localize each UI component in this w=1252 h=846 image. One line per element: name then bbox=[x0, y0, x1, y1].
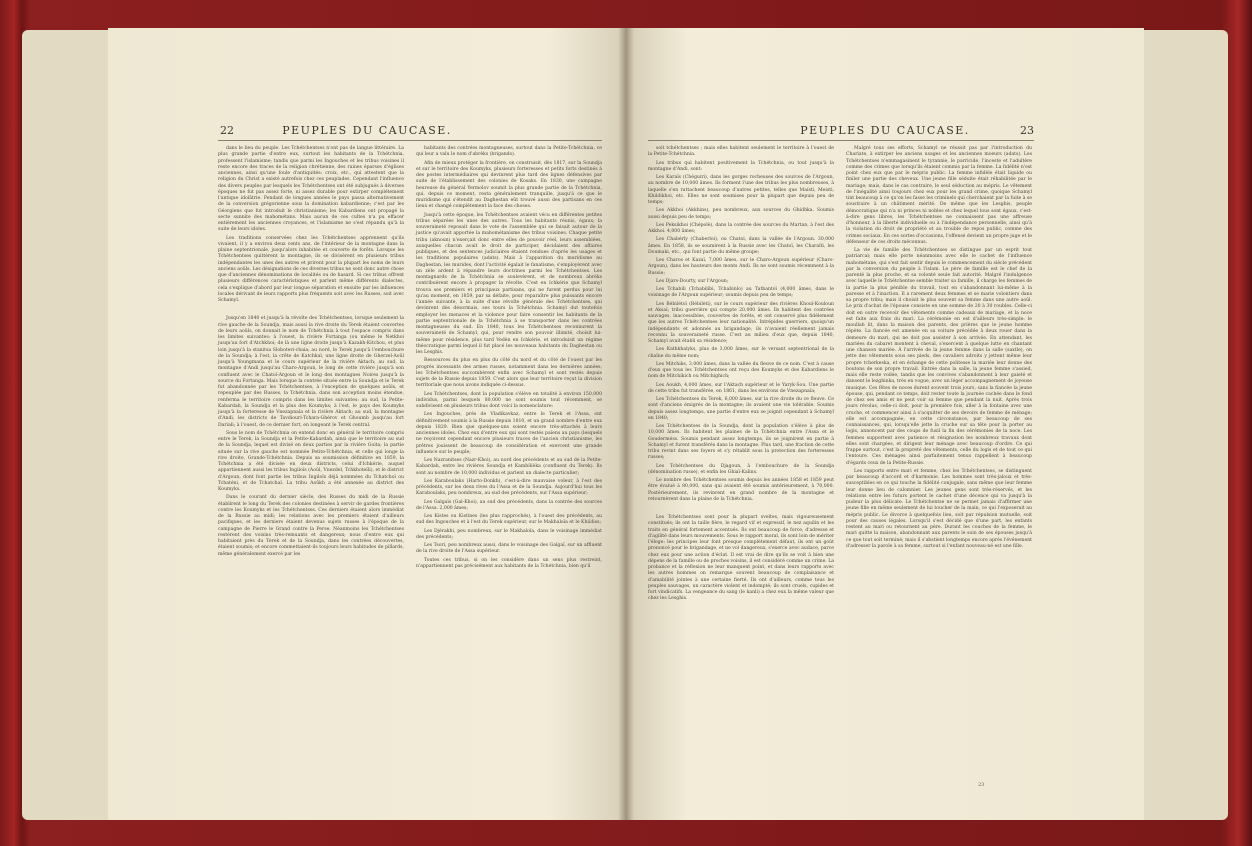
paragraph: Les Nazranitses (Nazr-Khoi), au nord des précédents et au sud de la Petite-Kabardah, entre les rivières Soundja et Kambilièka (confluent du Terek). Ils sont au nombre de 10,000 individus et parlent un dialecte particulier; bbox=[416, 458, 602, 476]
paragraph: Les Akkhoi (Akkhins), peu nombreux, aux sources du Ghidhka. Soumis aussi depuis peu de temps; bbox=[648, 208, 834, 220]
paragraph: dans le lieu du peuple. Les Tchétchentses n'ont pas de langue littéraire. La plus grande partie d'entre eux, surtout les habitants de la Tchétchnia, professent l'islamisme; tandis que parmi les Ingouches et les tribus voisines il reste encore des traces de la religion chrétienne, des ruines éparses d'églises anciennes, ainsi qu'une foule d'antiquités: croix, etc., qui attestent que la religion du Christ a existé autrefois chez ces peuplades. Cependant l'influence des divers peuples par lesquels les Tchétchentses ont été subjugués à diverses époques ne fut pas assez forte, ni assez durable pour extirper complétement l'antique idolâtrie. Pendant de longues années le pays passa alternativement de la conversion grégorienne sous la domination kabardienne; c'est par les Géorgiens que fut introduit le christianisme; les Kabardiens ont propagé la secte sunnite des mahométans. Mais aucun de ces cultes n'a pu effacer entièrement les anciennes croyances, et l'islamisme ne s'est répandu qu'à la suite de leurs idoles. bbox=[218, 146, 404, 233]
paragraph: Les Tchétchentses du Terek, 6,000 âmes, sur la rive droite du ce fleuve. Ce sont d'anciens émigrés de la montagne; ils avaient une vie tolérable. Soumis depuis assez longtemps, une partie d'entre eux se joignit cependant à Schamyl en 1840; bbox=[648, 397, 834, 421]
paragraph: Ressources du plus en plus du côté du nord et du côté de l'ouest par les progrès incessants des armes russes, notamment dans les dernières années, les Tchétchentses succombèrent enfin avec Schamyl et sont restés depuis sujets de la Russie depuis 1859. C'est alors que leur territoire reçut la division territoriale que nous avons indiquée ci-dessus. bbox=[416, 358, 602, 389]
right-page-number: 23 bbox=[1020, 124, 1034, 137]
paragraph: Les Aoukh, 4,000 âmes, sur l'Aktach supérieur et le Yaryk-Sou. Une partie de cette tribu fut transférée, en 1861, dans les environs de Vnezapnaïa; bbox=[648, 382, 834, 394]
right-page-edges bbox=[1140, 30, 1228, 820]
left-header-rule bbox=[218, 140, 602, 141]
paragraph: Les Bébilétoï (Bébilèti), sur le cours supérieur des rivières Khoul-Kouloun et Aksaï; tribu guerrière qui compte 20,000 âmes. Ils habitent des contrées sauvages, inaccessibles, couvertes de forêts, et ont conservé plus fidèlement que les autres Tchétchentses leur nationalité. Intrépides guerriers, quoiqu'un indépendants et adonnés au brigandage, ils n'avaient réellement jamais reconnu la souveraineté russe. C'est au milieu d'eux que, depuis 1840, Schamyl avait établi sa résidence; bbox=[648, 301, 834, 344]
paragraph: Afin de mieux protéger la frontière, on construisit, dès 1817, sur la Soundja et sur le territoire des Koumyks, plusieurs forteresses et petits forts destinés à des postes intermédiaires qui devinrent plus tard des lignes défensives par suite de l'établissement des colonies de Kosaks. En 1830, une campagne heureuse du général Yermolov soumit la plus grande partie de la Tchétchnia, qui, depuis ce moment, resta généralement tranquille, jusqu'à ce que le muridisme qui s'étendit au Daghestan eût trouvé aussi des partisans en ces lieux et changé complètement la face des choses. bbox=[416, 160, 602, 210]
footer-signature-mark: 23 bbox=[978, 782, 985, 788]
paragraph: Les Djérakhi, peu nombreux, sur le Makhaloïa, dans le voisinage immédiat des précédents; bbox=[416, 528, 602, 540]
paragraph: Les Chabérly (Chaberloi), ou Chatoi, dans la vallée de l'Argoun. 30,000 âmes. En 1858, ils se soumirent à la Russie avec les Chatoï, les Charaïti, les Doumaki, etc., qui font partie du même groupe; bbox=[648, 237, 834, 255]
paragraph: Les Tchabili (Tchabilibi, Tchabinlo) au Tatbantoï (4,000 âmes, dans le voisinage de l'Argoun supérieur; soumis depuis peu de temps; bbox=[648, 287, 834, 299]
right-header-rule bbox=[648, 140, 1034, 141]
left-page-edges bbox=[22, 30, 112, 820]
paragraph: Les Charos et Kazaï, 7,000 âmes, sur le Charo-Argoun supérieur (Charo-Argoun), dans les hauteurs des monts Andi. Ils ne sont soumis récemment à la Russie; bbox=[648, 258, 834, 276]
left-running-title: PEUPLES DU CAUCASE. bbox=[282, 124, 452, 137]
book-gutter bbox=[618, 28, 634, 820]
paragraph: habitants des contrées montagneuses, surtout dans la Petite-Tchétchnia, ce qui leur a valu le nom d'abrèks (brigands). bbox=[416, 146, 602, 158]
paragraph: La vie de famille des Tchétchentses se distingue par un esprit tout patriarcal; mais elle porte néanmoins avec elle le cachet de l'influence mahométane, qui s'est fait sentir depuis le commencement du siècle précédent par la conversion du peuple à l'islam. Le père de famille est le chef de la parenté la plus proche, et sa volonté seule fait autorité. Malgré l'indulgence avec laquelle le Tchétchentse semble traiter sa famille, il charge les femmes de la partie la plus pénible du travail, tout en s'abandonnant lui-même à la paresse et à l'inaction. Il a rarement deux femmes et se marie volontiers dans sa propre tribu; mais il choisit le plus souvent sa femme dans une autre aoûl. Le prix d'achat de l'épouse consiste en une somme de 20 à 30 roubles. Celle-ci doit en outre recevoir des vêtements comme cadeaux de mariage, et la noce est faite aux frais du mari. La cérémonie en est d'ailleurs très-simple: le moullah lit, dans la maison des parents, des prières que le jeune homme répète. La fiancée est amenée en sa voiture précédée à deux rouer dans la demeure du mari, qui ne doit pas assister à son arrivée. En attendant, les mariées du cabaret montent à cheval, s'exercent à quelque lutte en chantant une chanson mariée. À l'arrivée de la jeune femme dans la salle (saxtle), on jette des vêtements sous ses pieds, des cavaliers adroits y jettent même leur propre tcherkeska, et en échange de cette politesse la mariée leur donne des boutons de son propre travail. Entrée dans la salle, la jeune femme s'assied, mais elle reste voilée, tandis que les convives s'abandonnent à leur gaieté et dansent le lezghinka, très en vogue, avec un léger accompagnement de joyeuse musique. Ces fêtes de noces durent souvent trois jours, sans la fiancée la jeune épouse, qui, pendant ce temps, doit rester toute la journée cachée dans le fond de chez ses amis et ne peut voir sa femme que pendant la nuit. Après trois jours révolus, celle-ci doit, pour la première fois, aller à la fontaine avec une cruche, et commencer ainsi à s'acquitter de ses devoirs de femme de ménage; elle est accompagnée, en cette circonstance, par beaucoup de ses connaissances, qui, lorsqu'elle jette la cruche sur sa tête pour la porter au logis, annoncent par des coups de fusil la fin des cérémonies de la noce. Les femmes supportent avec patience et résignation les nombreux travaux dont elles sont chargées, et dirigent leur ménage avec beaucoup d'ordre. Ce qui frappe surtout, c'est la propreté des vêtements, celle du logis et de tout ce qui l'entoure. Ces ménages ainsi parfaitement tenus rappellent à beaucoup d'égards ceux de la Petite-Russie. bbox=[846, 248, 1032, 466]
paragraph: Les Mitchiks, 3,000 âmes, dans la vallée du fleuve de ce nom. C'est à cause d'eux que tous les Tchétchentses ont reçu des Koumyks et des Kabardiens le nom de Mitchikich ou Mitchighich; bbox=[648, 361, 834, 380]
paragraph: Les Kathkhalyks, plus de 3,000 âmes, sur le versant septentrional de la chaîne du même nom; bbox=[648, 347, 834, 359]
paragraph: Les Kistes ou Kistines (les plus rapprochés), à l'ouest des précédents, au sud des Ingouches et à l'est du Terek supérieur, sur le Makhaloïa et le Khiïdiss; bbox=[416, 514, 602, 526]
paragraph: Sous le nom de Tchétchnia on entend donc en général le territoire compris entre le Terek, la Soundja et la Petite-Kabardah, ainsi que le territoire au sud de la Soundja, lequel est divisé en deux parties par la rivière Goita; la partie située sur la rive gauche est nommée Petite-Tchétchnia, et celle qui longe la rive droite, Grande-Tchétchnia. Depuis sa soumission définitive en 1859, la Tchétchnia a été divisée en deux districts, celui d'Ichkérie, auquel appartiennent aussi les tribus Ingiloïs (Aoûl, Vnezdel, Tchkhoteïli), et le district d'Argoun, dont font partie les tribus Ingiloïs déjà nommées du Tchatchoï ou Tchaténi, et de Tchatchal. La tribu Aoûkh a été annexée au district des Koumyks. bbox=[218, 430, 404, 492]
right-page bbox=[626, 28, 1144, 820]
paragraph: Les Tsori, peu nombreux aussi, dans le voisinage des Galgaï, sur un affluent de la rive droite de l'Assa supérieur. bbox=[416, 543, 602, 555]
paragraph: Toutes ces tribus, si on les considère dans un sens plus restreint, n'appartiennent pas précisément aux habitants de la Tchétchnia, bien qu'il bbox=[416, 557, 602, 569]
paragraph: Le nombre des Tchétchentses soumis depuis les années 1858 et 1859 peut être évalué à 80,000, sans qui avaient été soumis antérieurement, à 70,000. Postérieurement, ils revinrent en grand nombre de la montagne et retournèrent dans la plaine de la Tchétchnia. bbox=[648, 478, 834, 502]
paragraph: Dans le courant du dernier siècle, des Russes du midi de la Russie établirent le long du Terek des colonies destinées à servir de gardes frontières contre les Koumyks et les Tchétchentses. Ces derniers étaient alors immédiat de la Russie au midi; les relations avec les premiers étaient d'ailleurs pacifiques, et les derniers étaient devenus sujets russes à l'époque de la campagne de Pierre le Grand contre la Perse. Néanmoins les Tchétchentses restèrent des voisins très-remuants et dangereux; nous d'entre eux qui habitaient près du Terek et de la Soundja, dans les contrées découvertes, étaient soumis; et encore commettaient-ils toujours leurs habitudes de pillards, même généralement exercé par les bbox=[218, 495, 404, 557]
paragraph: Jusqu'à cette époque, les Tchétchentses avaient vécu en différentes petites tribus séparées les unes des autres. Tous les habitants réunis, égaux; la souveraineté reposait dans le vote de l'assemblée qui se faisait autour de la justice qu'avait apportée la mahométanisme des tribus voisines. Chaque petite tribu (aknoun) n'exerçait donc entre elles de pouvoir réel, leurs assemblées, auxquelles chacun avait le droit de participer, décidaient des affaires publiques, et des sentences judiciaires étaient rendues d'après les usages et les traditions populaires (adats). Mais à l'apparition du muridisme au Daghestan, les murides, dont l'activité égalait le fanatisme, s'employèrent avec un zèle ardent à répandre leurs doctrines parmi les Tchétchentses. Les montagnards de la Tchétchnia se soulevèrent, et de nombreux abrèks contribuèrent encore à propager la révolte. C'est en Ichkérie que Schamyl trouva ses premiers et principaux partisans, qui ne furent perdus pour lui qu'au moment, en 1859, par sa défaite, pour reparaître plus puissants encore l'année suivante, à la suite d'une révolte générale des Tchétchentses, qui devinrent dès désormais, ses tours la Tchétchnia. Schamyl dut toutefois employer les menaces et la violence pour faire consentir les habitants de la partie septentrionale de la Tchétchnia à se transporter dans les contrées montagneuses du sud. En 1840, tous les Tchétchentses reconnurent la souveraineté de Schamyl, qui, pour rendre son pouvoir illimité, choisit lui-même pour résidence, plus tard Vedèn en Ichkérie, et introduisit un régime théocratique parmi lequel il fut placé les nouveaux habitants du Daghestan ou les Lesghis. bbox=[416, 212, 602, 355]
right-column-a bbox=[648, 146, 834, 605]
paragraph: Jusqu'en 1840 et jusqu'à la révolte des Tchétchentses, lorsque seulement la rive gauche de la Soundja, mais aussi la rive droite du Terek étaient couvertes de leurs aoûls, on donnait le nom de Tchétchnia à tout l'espace compris dans les limites suivantes: à l'ouest, la rivière Fortanga (ou même le Netkhoi jusqu'au fort d'Atchkhoi; de là une ligne droite jusqu'à Kazakh-Kitchou, et plus loin jusqu'à la stanitsa Sloboteri-chaia; au nord, le Terek jusqu'à l'embouchure de la Soundja; à l'est, la crête de Katchkal, une ligne droite de Gherzel-Aoûl jusqu'à Youngmana et le cours supérieur de la rivière Aktach; au sud, la montagne d'Andi jusqu'au Charo-Argoun, le long de cette rivière jusqu'à son confluent avec le Chatoï-Argoun et le long des montagnes Noires jusqu'à la source du Fortanga. Mais lorsque la contrée située entre la Soundja et le Terek fut abandonnée par les Tchétchentses, à l'exception de quelques aoûls, et repeuplée par des Russes, la Tchétchnia, dans son acception moins étendue, renferma le territoire compris dans les limites suivantes: au sud, la Petite-Kabardah, la Soundja et la plus des Koumyks; à l'est, le pays des Koumyks jusqu'à la forteresse de Vnezapnaïa et la rivière Aktach; au sud, la montagne d'Andi, les districts de Tavdiouri-Tchara-Ghérov et Ghoumb jusqu'au fort Dariali; à l'ouest, de ce dernier fort, en longeant le Terek central. bbox=[218, 316, 404, 428]
paragraph: Les tribus qui habitent positivement la Tchétchnia, ou tout jusqu'à la montagne d'Andi, sont: bbox=[648, 160, 834, 172]
paragraph: Les Karaboulaks (Harto-Donkh), c'est-à-dire mauvaise voleur, à l'est des précédents, sur les deux rives du l'Assa et de la Soundja. Aujourd'hui tous les Karaboulaks, peu nombreux, au sud des précédents, sur l'Assa supérieur; bbox=[416, 478, 602, 497]
paragraph: Les Peksikhoi (Chépolè), dans la contrée des sources du Martan, à l'est des Akkhoi. 4,000 âmes; bbox=[648, 222, 834, 234]
paragraph: soit tchétchentses ; mais elles habitent seulement le territoire à l'ouest de la Petite-Tchétchnia. bbox=[648, 146, 834, 158]
paragraph: Les rapports entre mari et femme, chez les Tchétchentses, se distinguent par beaucoup d'accord et d'harmonie. Les hommes sont très-jaloux et très-susceptibles en ce qui touche la fidélité conjugale, sans même que leur femme leur donne lieu de calomnier. Les jeunes gens sont très-réservés, et les relations entre les futurs portent le cachet d'une décence qui va jusqu'à la pudeur la plus délicate. Le Tchétchentse ne se permet jamais d'affirmer une jeune fille en même seulement de lui toucher de la main, ce qui l'exposerait au mépris public. Le divorce à quelquefois lieu, soit par répulsion mutuelle, soit pour des causes légales. Lorsqu'il s'est décidé que d'une part, les enfants restent au mari ou retournent au père. Durant les couches de la femme, le mari quitte la maison, abandonnant aux parents le soin de ses épouses jusqu'à ce que tout soit terminé; mais il s'abstient longtemps encore après l'événement d'adresser la parole à sa femme, surtout si l'enfant nouveau-né est une fille. bbox=[846, 468, 1032, 549]
paragraph: Les Djars-Dourty, sur l'Argoun; bbox=[656, 278, 729, 284]
left-column-a bbox=[218, 146, 404, 560]
paragraph: Les Tchétchentses du Djagoun, à l'embouchure de la Soundja (dénomination russe), et enfin les Ghiaï-Kalins. bbox=[648, 463, 834, 475]
paragraph: Les Galgaïs (Gal-Khoi), au sud des précédents, dans la contrée des sources de l'Assa. 2,000 âmes; bbox=[416, 499, 602, 511]
paragraph: Les Tchétchentses, dont la population s'élève en totalité à environ 150,000 individus, parmi lesquels 80,000 ne sont soumis tout récemment, se subdivisent en plusieurs tribus dont voici la nomenclature: bbox=[416, 391, 602, 409]
right-column-b bbox=[846, 146, 1032, 552]
paragraph: Les Tchétchentses sont pour la plupart sveltes, mais vigoureusement constitués; ils ont la taille fière, le regard vif et expressif, le nez aquilin et les traits en général fortement accentués. Ils ont beaucoup de force, d'adresse et d'agilité dans leurs mouvements. Sous le rapport moral, ils sont loin de mériter l'éloge: les principes leur font presque complètement défaut, ils ont un goût prononcé pour le brigandage, et ne vol dangereux, s'exerce avec audace, parce chez eux pour une action d'éclat. Il est vrai de dire qu'ils se voit à bien une dépens de la famille ou de proches voisins, il est considéré comme un crime. La probance et la réflexion ne leur manquent point, et dans leurs rapports avec les autres hommes on remarque souvent beaucoup de complaisance et d'amabilité jointes à une certaine fierté. Ils ont d'ailleurs, comme tous les peuples sauvages, un caractère violent et indompté; ils sont cruels, cupides et fort vindicatifs. La vengeance du sang (le kanli) a chez eux la même valeur que chez les Lesghis. bbox=[648, 515, 834, 602]
paragraph: Malgré tous ses efforts, Schamyl ne réussit pas par l'introduction du Chariate, à extirper les anciens usages et les anciennes moeurs (adats). Les Tchétchentses n'emmagasinent le tyrannie, le parricide, l'inceste et l'adultère comme des crimes que lorsqu'ils étaient commis par la femme. La fidélité n'est point chez eux que par le mépris public. La femme infidèle était liquide ou finiler une partie des cheveux. Une jeune fille séduite était réhabilitée par le mariage; mais, dans le cas contraire, le seul séduction au mépris. Le vêtement de l'inégalité ainsi toujours chez eux pour les grand crime, quoique Schamyl tint beaucoup à ce qu'on les fasse les criminels qui cherchaient par la fuite à se soustraire à un châtiment mérité. De même que les Lesghis, peuple démocratique qui n'a ni princes ni nobles et chez lequel tous sont égaux, c'est-à-dire gens libres, les Tchétchentses ne connaissent pas une affreuse d'honneur, à la liberté individuelle ou à l'indépendance personnelle, ainsi qu'à la violation du droit de propriété et au trouble de repos public, comme des crimes sociaux. En ces sortes d'occasions, l'offensé devient un propre juge et le défenseur de ces droits méconnus. bbox=[846, 146, 1032, 245]
left-column-b bbox=[416, 146, 602, 572]
left-page-number: 22 bbox=[220, 124, 234, 137]
paragraph: Les Ingouches, près de Vladikavkaz, entre le Terek et l'Assa, ont définitivement soumis à la Russie depuis 1810, et un grand nombre d'entre eux depuis 1829. Bien que quelques-uns soient encore très-attachés à leurs anciennes idoles. Chez eux d'entre eux qui sont restés païens au pays (lesquels ne reçoivent cependant encore plusieurs traces de l'ancien christianisme, les prêtres jouissent de beaucoup de considération et exercent une grande influence sur le peuple; bbox=[416, 412, 602, 455]
paragraph: Les Karaïs (Chéguiri), dans les gorges rocheuses des sources de l'Argoun, au nombre de 10,000 âmes. Ils forment l'une des tribus les plus nombreuses, à laquelle s'en rattachent beaucoup d'autres petites, telles que Maïsti, Meisti, Khildikhoi, etc. Elles ne sont soumises pour la plupart que depuis peu de temps; bbox=[648, 175, 834, 205]
right-running-title: PEUPLES DU CAUCASE. bbox=[800, 124, 970, 137]
left-page bbox=[108, 28, 626, 820]
paragraph: Les traditions conservées chez les Tchétchentses apprennent qu'ils vivaient, il y a environ deux cents ans, de l'intérieur de la montagne dans la plaine septentrionale, jusqu'alors inhabitée et couverte de forêts. Lorsque les Tchétchentses quittèrent la montagne, ils se divisèrent en plusieurs tribus indépendantes les unes des autres et prirent pour la plupart les noms de leurs anciens aoûls. Les désignations de ces diverses tribus ne sont donc autre chose que d'anciennes dénominations de localités ou de hasard. Si ces tribus offrent plusieurs différences caractéristiques et parlent même différents dialectes, cela s'explique d'abord par leur longue séparation et ensuite par les influences locales dérivant de leurs rapports plus fréquents soit avec les Russes, soit avec Schamyl. bbox=[218, 235, 404, 303]
paragraph: Les Tchétchentses de la Soundja, dont la population s'élève à plus de 10,000 âmes. Ils habitent les plaines de la Tchétchnia entre l'Assa et le Gouderméss. Soumis pendant assez longtemps, ils se joignirent en partie à Schamyl et furent transférés dans la montagne. Plus tard, une fraction de cette tribu revint dans ses foyers et s'y rétablit sous la protection des forteresses russes; bbox=[648, 424, 834, 461]
